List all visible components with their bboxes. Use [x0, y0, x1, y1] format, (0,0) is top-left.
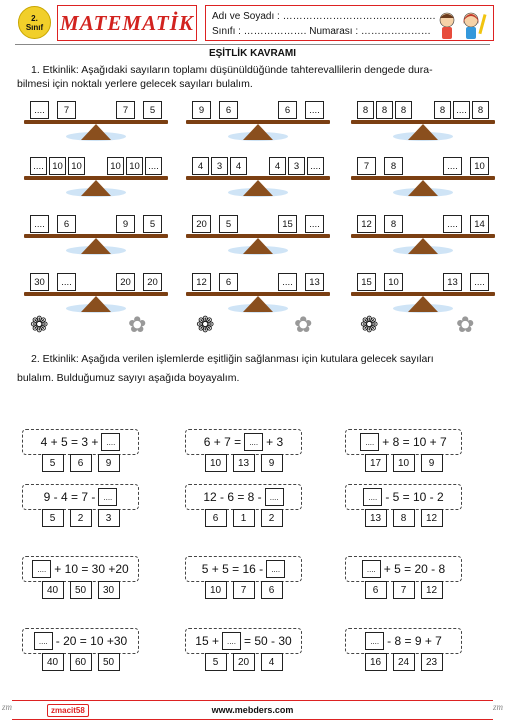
answer-options [22, 509, 139, 527]
grade-badge [18, 6, 51, 39]
activity2-line2: bulalım. Bulduğumuz sayıyı aşağıda boyayalım. [17, 372, 240, 384]
answer-option-box[interactable]: 24 [393, 653, 415, 671]
equation-text-after: + 10 = 30 +20 [54, 562, 129, 576]
answer-options [185, 509, 302, 527]
activity1-instructions [17, 63, 433, 91]
seesaw-number-box: 5 [143, 215, 162, 233]
equation-blank-box[interactable]: .... [222, 632, 241, 650]
seesaw [24, 273, 168, 313]
seesaw-number-box: 8 [395, 101, 412, 119]
equation-expression [185, 628, 302, 654]
answer-option-box[interactable]: 7 [233, 581, 255, 599]
seesaw-boxes [26, 157, 166, 175]
seesaw-number-box: 10 [68, 157, 85, 175]
answer-option-box[interactable]: 3 [98, 509, 120, 527]
seesaw-number-box: 12 [357, 215, 376, 233]
activity1-line1: 1. Etkinlik: Aşağıdaki sayıların toplamı düşünüldüğünde tahterevallilerin dengede dura- [31, 64, 433, 76]
equation-card [185, 429, 302, 472]
seesaw-number-box: 14 [470, 215, 489, 233]
seesaw-boxes [353, 157, 493, 175]
flower-icon: ❁ [360, 312, 379, 337]
seesaw-number-box: 10 [126, 157, 143, 175]
seesaw-blank-box[interactable]: .... [30, 157, 47, 175]
answer-option-box[interactable]: 10 [205, 581, 227, 599]
answer-option-box[interactable]: 9 [98, 454, 120, 472]
footer-url[interactable]: www.mebders.com [211, 705, 294, 715]
seesaw-boxes [26, 215, 166, 233]
section-title: EŞİTLİK KAVRAMI [208, 48, 297, 59]
answer-options [345, 653, 462, 671]
equation-expression [345, 484, 462, 510]
seesaw-number-box: 8 [376, 101, 393, 119]
equation-card [345, 429, 462, 472]
answer-option-box[interactable]: 1 [233, 509, 255, 527]
seesaw-number-box: 30 [30, 273, 49, 291]
equation-card [345, 556, 462, 599]
seesaw [24, 215, 168, 255]
answer-option-box[interactable]: 7 [393, 581, 415, 599]
equation-text-after: + 5 = 20 - 8 [383, 562, 446, 576]
children-illustration-icon [433, 10, 489, 40]
seesaw-blank-box[interactable]: .... [57, 273, 76, 291]
seesaw-boxes [188, 157, 328, 175]
seesaw [24, 157, 168, 197]
equation-blank-box[interactable]: .... [365, 632, 384, 650]
grade-label: Sınıf [25, 22, 44, 32]
seesaw-number-box: 6 [278, 101, 297, 119]
equation-blank-box[interactable]: .... [98, 488, 117, 506]
seesaw [24, 101, 168, 141]
seesaw-boxes [188, 273, 328, 291]
seesaw-number-box: 15 [278, 215, 297, 233]
activity2-instructions [17, 352, 434, 385]
seesaw-fulcrum [408, 296, 438, 312]
seesaw [186, 273, 330, 313]
seesaw-number-box: 10 [384, 273, 403, 291]
seesaw-fulcrum [408, 180, 438, 196]
seesaw-boxes [353, 215, 493, 233]
equation-expression [22, 429, 139, 455]
equation-text-before: 15 + [195, 634, 219, 648]
seesaw-number-box: 20 [116, 273, 135, 291]
equation-text-before: 5 + 5 = 16 - [201, 562, 264, 576]
seesaw-number-box: 20 [143, 273, 162, 291]
seesaw-fulcrum [81, 124, 111, 140]
equation-expression [22, 484, 139, 510]
seesaw-number-box: 10 [107, 157, 124, 175]
equation-expression [185, 556, 302, 582]
seesaw-blank-box[interactable]: .... [305, 215, 324, 233]
answer-option-box[interactable]: 2 [70, 509, 92, 527]
seesaw-number-box: 10 [470, 157, 489, 175]
seesaw-number-box: 13 [443, 273, 462, 291]
seesaw-number-box: 20 [192, 215, 211, 233]
seesaw-boxes [353, 273, 493, 291]
answer-option-box[interactable]: 60 [70, 653, 92, 671]
seesaw-fulcrum [81, 296, 111, 312]
equation-text-after: - 8 = 9 + 7 [387, 634, 442, 648]
seesaw-number-box: 10 [49, 157, 66, 175]
seesaw-fulcrum [408, 124, 438, 140]
flower-icon: ✿ [128, 312, 147, 337]
seesaw-number-box: 8 [384, 157, 403, 175]
equation-text-after: + 3 [266, 435, 284, 449]
seesaw-blank-box[interactable]: .... [30, 101, 49, 119]
equation-card [22, 556, 139, 599]
equation-text-after: - 5 = 10 - 2 [385, 490, 444, 504]
answer-option-box[interactable]: 6 [205, 509, 227, 527]
seesaw-number-box: 15 [357, 273, 376, 291]
activity2-line1: 2. Etkinlik: Aşağıda verilen işlemlerde eşitliğin sağlanması için kutulara gelecek sayıları [31, 353, 434, 365]
equation-text-after: + 8 = 10 + 7 [382, 435, 447, 449]
seesaw-fulcrum [81, 238, 111, 254]
answer-option-box[interactable]: 20 [233, 653, 255, 671]
seesaw-number-box: 7 [57, 101, 76, 119]
seesaw-number-box: 6 [219, 101, 238, 119]
seesaw [351, 101, 495, 141]
answer-option-box[interactable]: 40 [42, 581, 64, 599]
answer-options [22, 454, 139, 472]
seesaw [351, 157, 495, 197]
class-number-line[interactable]: Sınıfı : ………………. Numarası : ………………… [212, 26, 431, 37]
seesaw-boxes [353, 101, 493, 119]
answer-option-box[interactable]: 6 [365, 581, 387, 599]
answer-option-box[interactable]: 12 [421, 581, 443, 599]
equation-text-before: 4 + 5 = 3 + [40, 435, 99, 449]
equation-blank-box[interactable]: .... [363, 488, 382, 506]
seesaw [351, 215, 495, 255]
equation-blank-box[interactable]: .... [360, 433, 379, 451]
name-line[interactable]: Adı ve Soyadı : ………………………………………. [212, 11, 436, 22]
seesaw-boxes [26, 101, 166, 119]
answer-option-box[interactable]: 17 [365, 454, 387, 472]
answer-option-box[interactable]: 10 [205, 454, 227, 472]
seesaw-number-box: 9 [116, 215, 135, 233]
answer-options [185, 454, 302, 472]
activity1-line2: bilmesi için noktalı yerlere gelecek sayıları bulalım. [17, 78, 253, 90]
answer-option-box[interactable]: 30 [98, 581, 120, 599]
seesaw-number-box: 3 [211, 157, 228, 175]
footer [12, 700, 493, 720]
answer-option-box[interactable]: 10 [393, 454, 415, 472]
answer-options [185, 653, 302, 671]
seesaw-boxes [26, 273, 166, 291]
seesaw-fulcrum [243, 238, 273, 254]
seesaw-fulcrum [243, 296, 273, 312]
seesaw-fulcrum [243, 180, 273, 196]
answer-option-box[interactable]: 9 [261, 454, 283, 472]
seesaw-number-box: 9 [192, 101, 211, 119]
flower-icon: ❁ [30, 312, 49, 337]
answer-options [22, 581, 139, 599]
corner-mark-left: zm [2, 702, 13, 712]
equation-expression [345, 628, 462, 654]
seesaw-number-box: 6 [219, 273, 238, 291]
seesaw-blank-box[interactable]: .... [307, 157, 324, 175]
equation-expression [345, 429, 462, 455]
seesaw-fulcrum [81, 180, 111, 196]
seesaw-blank-box[interactable]: .... [443, 215, 462, 233]
seesaw-number-box: 4 [269, 157, 286, 175]
seesaw-blank-box[interactable]: .... [443, 157, 462, 175]
seesaw-number-box: 5 [143, 101, 162, 119]
seesaw-number-box: 12 [192, 273, 211, 291]
equation-card [22, 429, 139, 472]
corner-mark-right: zm [492, 702, 503, 712]
flower-icon: ❁ [196, 312, 215, 337]
seesaw-number-box: 6 [57, 215, 76, 233]
seesaw-blank-box[interactable]: .... [30, 215, 49, 233]
equation-card [345, 628, 462, 671]
seesaw-number-box: 3 [288, 157, 305, 175]
page-title: MATEMATİK [57, 5, 197, 41]
seesaw [351, 273, 495, 313]
seesaw-blank-box[interactable]: .... [453, 101, 470, 119]
equation-text-before: 9 - 4 = 7 - [43, 490, 96, 504]
seesaw-number-box: 5 [219, 215, 238, 233]
author-tag: zmacit58 [47, 704, 89, 717]
equation-blank-box[interactable]: .... [362, 560, 381, 578]
answer-options [22, 653, 139, 671]
grade-number: 2. [31, 13, 38, 23]
answer-options [345, 509, 462, 527]
seesaw-number-box: 7 [357, 157, 376, 175]
equation-card [185, 484, 302, 527]
answer-option-box[interactable]: 13 [365, 509, 387, 527]
equation-blank-box[interactable]: .... [266, 560, 285, 578]
equation-card [185, 556, 302, 599]
answer-option-box[interactable]: 40 [42, 653, 64, 671]
answer-option-box[interactable]: 8 [393, 509, 415, 527]
flower-icon: ✿ [456, 312, 475, 337]
seesaw-number-box: 4 [230, 157, 247, 175]
seesaw-blank-box[interactable]: .... [278, 273, 297, 291]
equation-blank-box[interactable]: .... [32, 560, 51, 578]
equation-blank-box[interactable]: .... [265, 488, 284, 506]
answer-option-box[interactable]: 2 [261, 509, 283, 527]
seesaw-number-box: 7 [116, 101, 135, 119]
answer-option-box[interactable]: 9 [421, 454, 443, 472]
seesaw-boxes [188, 215, 328, 233]
answer-option-box[interactable]: 5 [42, 509, 64, 527]
seesaw [186, 101, 330, 141]
equation-expression [22, 556, 139, 582]
answer-option-box[interactable]: 12 [421, 509, 443, 527]
equation-text-after: = 50 - 30 [244, 634, 292, 648]
equation-card [22, 628, 139, 671]
answer-options [185, 581, 302, 599]
seesaw-fulcrum [408, 238, 438, 254]
header-divider [15, 44, 490, 45]
seesaw-number-box: 8 [357, 101, 374, 119]
equation-card [22, 484, 139, 527]
equation-expression [185, 484, 302, 510]
equation-expression [345, 556, 462, 582]
answer-options [345, 454, 462, 472]
seesaw-number-box: 8 [434, 101, 451, 119]
flower-icon: ✿ [294, 312, 313, 337]
equation-blank-box[interactable]: .... [244, 433, 263, 451]
answer-option-box[interactable]: 13 [233, 454, 255, 472]
equation-text-before: 12 - 6 = 8 - [203, 490, 262, 504]
seesaw-fulcrum [243, 124, 273, 140]
equation-expression [185, 429, 302, 455]
answer-option-box[interactable]: 50 [98, 653, 120, 671]
seesaw-boxes [188, 101, 328, 119]
seesaw [186, 157, 330, 197]
seesaw [186, 215, 330, 255]
student-info-box [205, 5, 494, 41]
seesaw-number-box: 4 [192, 157, 209, 175]
seesaw-blank-box[interactable]: .... [470, 273, 489, 291]
equation-card [345, 484, 462, 527]
seesaw-number-box: 13 [305, 273, 324, 291]
equation-text-before: 6 + 7 = [203, 435, 242, 449]
answer-option-box[interactable]: 6 [261, 581, 283, 599]
answer-option-box[interactable]: 5 [42, 454, 64, 472]
seesaw-blank-box[interactable]: .... [145, 157, 162, 175]
seesaw-number-box: 8 [472, 101, 489, 119]
seesaw-blank-box[interactable]: .... [305, 101, 324, 119]
equation-blank-box[interactable]: .... [101, 433, 120, 451]
answer-options [345, 581, 462, 599]
equation-expression [22, 628, 139, 654]
answer-option-box[interactable]: 23 [421, 653, 443, 671]
answer-option-box[interactable]: 5 [205, 653, 227, 671]
answer-option-box[interactable]: 16 [365, 653, 387, 671]
equation-blank-box[interactable]: .... [34, 632, 53, 650]
answer-option-box[interactable]: 6 [70, 454, 92, 472]
equation-text-after: - 20 = 10 +30 [55, 634, 128, 648]
answer-option-box[interactable]: 4 [261, 653, 283, 671]
answer-option-box[interactable]: 50 [70, 581, 92, 599]
equation-card [185, 628, 302, 671]
seesaw-number-box: 8 [384, 215, 403, 233]
